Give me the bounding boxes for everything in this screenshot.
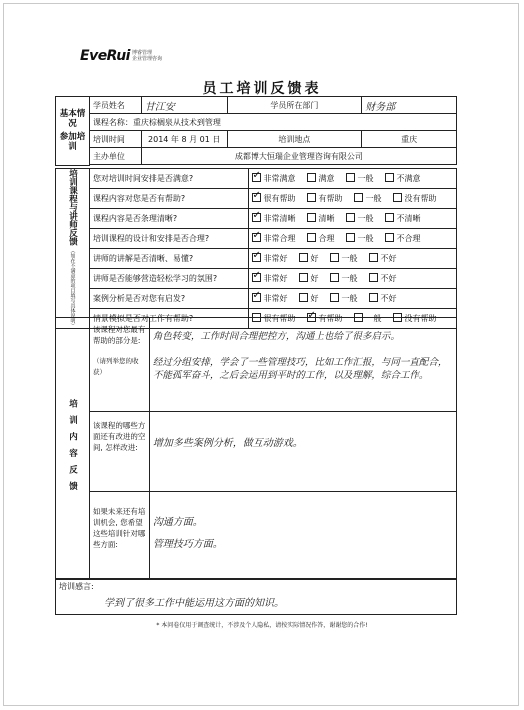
evaluation-options (249, 169, 457, 189)
q1-cell (89, 318, 149, 412)
rating-option-label: 一般 (341, 293, 358, 303)
evaluation-section-label (56, 169, 90, 329)
checkbox-icon[interactable] (346, 173, 355, 182)
rating-option[interactable] (299, 293, 318, 304)
rating-option-label: 非常合理 (263, 233, 296, 243)
rating-option-label: 没有帮助 (404, 193, 437, 203)
checkbox-icon[interactable] (307, 213, 316, 222)
company-logo: EveRui (80, 48, 130, 64)
checkbox-icon[interactable] (385, 233, 394, 242)
rating-option-label: 好 (310, 273, 319, 283)
feedback-table (55, 96, 457, 166)
checkbox-icon[interactable] (369, 293, 378, 302)
impression-label: 培训感言: (59, 582, 94, 591)
answer-2[interactable]: 增加多些案例分析，做互动游戏。 (149, 412, 456, 492)
evaluation-options (249, 268, 457, 288)
rating-option[interactable] (252, 173, 295, 184)
form-title: 员工培训反馈表 (202, 81, 322, 97)
time-label: 培训时间 (89, 131, 141, 148)
evaluation-section-note: （如在不满意的项目填写具体说明） (69, 247, 76, 328)
checked-checkbox-icon[interactable] (252, 233, 261, 242)
impression-value[interactable]: 学到了很多工作中能运用这方面的知识。 (104, 598, 284, 609)
checkbox-icon[interactable] (307, 173, 316, 182)
checkbox-icon[interactable] (299, 273, 308, 282)
rating-option[interactable] (346, 233, 373, 244)
logo-caption-line-2: 企业管理咨询 (132, 56, 163, 62)
company-logo-caption (132, 50, 162, 62)
rating-option-label: 一般 (341, 253, 358, 263)
evaluation-row (56, 288, 457, 308)
rating-option-label: 不合理 (396, 233, 421, 243)
asterisk-icon: * (156, 622, 160, 629)
rating-option[interactable] (385, 173, 420, 184)
rating-option[interactable] (385, 233, 420, 244)
content-feedback-text: 培训内容反馈 (67, 399, 78, 498)
name-value[interactable]: 甘江安 (141, 97, 227, 114)
checked-checkbox-icon[interactable] (252, 173, 261, 182)
evaluation-row (56, 169, 457, 189)
checked-checkbox-icon[interactable] (252, 213, 261, 222)
rating-option-label: 一般 (365, 313, 382, 323)
evaluation-options (249, 288, 457, 308)
rating-option-label: 不好 (380, 253, 397, 263)
rating-option-label: 非常好 (263, 293, 288, 303)
rating-option-label: 清晰 (318, 213, 335, 223)
rating-option[interactable] (330, 273, 357, 284)
rating-option-label: 非常好 (263, 253, 288, 263)
course-label: 课程名称： (92, 117, 133, 127)
rating-option-label: 不满意 (396, 173, 421, 183)
rating-option-label: 非常好 (263, 273, 288, 283)
q2-text: 该课程的哪些方面还有改进的空间, 怎样改进: (89, 412, 149, 492)
evaluation-question: 您对培训时间安排是否满意? (89, 169, 249, 189)
evaluation-question: 讲师的讲解是否清晰、易懂? (89, 248, 249, 268)
rating-option-label: 满意 (318, 173, 335, 183)
impression-table (55, 578, 457, 615)
rating-option[interactable] (252, 213, 295, 224)
evaluation-question: 情景模拟是否对工作有帮助? (89, 308, 249, 328)
rating-option-label: 非常满意 (263, 173, 296, 183)
q3-text: 如果未来还有培训机会, 您希望这些培训针对哪些方面: (89, 492, 149, 580)
checkbox-icon[interactable] (330, 253, 339, 262)
dept-value[interactable]: 财务部 (362, 97, 457, 114)
checkbox-icon[interactable] (369, 273, 378, 282)
evaluation-question: 案例分析是否对您有启发? (89, 288, 249, 308)
rating-option-label: 非常清晰 (263, 213, 296, 223)
checked-checkbox-icon[interactable] (252, 293, 261, 302)
rating-option[interactable] (346, 173, 373, 184)
rating-option-label: 很有帮助 (263, 193, 296, 203)
evaluation-row (56, 268, 457, 288)
course-value[interactable]: 重庆棕榈泉从技术到管理 (132, 117, 221, 127)
rating-option[interactable] (307, 193, 342, 204)
checkbox-icon[interactable] (346, 213, 355, 222)
dept-label: 学员所在部门 (227, 97, 362, 114)
checkbox-icon[interactable] (393, 193, 402, 202)
checkbox-icon[interactable] (299, 293, 308, 302)
rating-option[interactable] (346, 213, 373, 224)
rating-option[interactable] (330, 253, 357, 264)
basic-info-section-label (56, 97, 90, 166)
rating-option[interactable] (369, 273, 396, 284)
evaluation-question: 课程内容对您是否有帮助? (89, 188, 249, 208)
answer-3-line-1: 沟通方面。 (152, 517, 203, 528)
checked-checkbox-icon[interactable] (252, 253, 261, 262)
evaluation-question: 课程内容是否条理清晰? (89, 208, 249, 228)
content-feedback-table (55, 317, 457, 580)
evaluation-table (55, 168, 457, 329)
course-row (89, 114, 456, 131)
checkbox-icon[interactable] (369, 253, 378, 262)
checkbox-icon[interactable] (307, 233, 316, 242)
rating-option-label: 不清晰 (396, 213, 421, 223)
rating-option[interactable] (299, 253, 318, 264)
rating-option[interactable] (354, 193, 381, 204)
evaluation-options (249, 188, 457, 208)
host-label: 主办单位 (89, 148, 141, 165)
rating-option-label: 很有帮助 (263, 313, 296, 323)
evaluation-row (56, 228, 457, 248)
answer-1-line-1: 角色转变，工作时间合理把控方，沟通上也给了很多启示。 (152, 331, 400, 342)
rating-option[interactable] (307, 233, 334, 244)
rating-option-label: 不好 (380, 293, 397, 303)
rating-option[interactable] (307, 173, 334, 184)
basic-section-text: 基本情况 (59, 109, 86, 130)
checkbox-icon[interactable] (354, 193, 363, 202)
evaluation-options (249, 208, 457, 228)
location-label: 培训地点 (227, 131, 362, 148)
rating-option[interactable] (252, 233, 295, 244)
evaluation-row (56, 188, 457, 208)
rating-option-label: 好 (310, 293, 319, 303)
answer-3[interactable] (149, 492, 456, 580)
logo-caption-line-1: 博睿管理 (132, 50, 153, 56)
rating-option[interactable] (385, 213, 420, 224)
rating-option-label: 一般 (341, 273, 358, 283)
evaluation-row (56, 248, 457, 268)
footer-note (0, 620, 524, 629)
checkbox-icon[interactable] (307, 193, 316, 202)
answer-1[interactable] (149, 318, 456, 412)
evaluation-section-text: 培训课程与讲师反馈 (67, 169, 78, 246)
checked-checkbox-icon[interactable] (252, 193, 261, 202)
evaluation-options (249, 228, 457, 248)
rating-option[interactable] (252, 193, 295, 204)
rating-option-label: 有帮助 (318, 193, 343, 203)
footer-text: 本问卷仅用于调查统计，不涉及个人隐私，请按实际情况作答，谢谢您的合作! (161, 622, 368, 629)
participate-text: 参加培训 (59, 132, 86, 153)
rating-option-label: 好 (310, 253, 319, 263)
rating-option[interactable] (393, 193, 436, 204)
time-value[interactable]: 2014 年 8 月 01 日 (141, 131, 227, 148)
impression-cell (56, 579, 457, 615)
rating-option-label: 一般 (357, 213, 374, 223)
rating-option-label: 一般 (365, 193, 382, 203)
checkbox-icon[interactable] (385, 173, 394, 182)
rating-option-label: 不好 (380, 273, 397, 283)
rating-option[interactable] (252, 273, 287, 284)
rating-option[interactable] (252, 253, 287, 264)
q1-text: 该课程对您最有帮助的部分是: (92, 325, 146, 345)
rating-option[interactable] (330, 293, 357, 304)
rating-option[interactable] (299, 273, 318, 284)
answer-1-line-2: 经过分组安排，学会了一些管理技巧，比如工作汇报，与同一直配合，不能孤军奋斗，之后会运用到平时的工作，以及理解，综合工作。 (152, 357, 448, 381)
rating-option[interactable] (369, 293, 396, 304)
rating-option-label: 合理 (318, 233, 335, 243)
q1-note: （请列举您的收获） (92, 357, 139, 376)
answer-3-line-2: 管理技巧方面。 (152, 539, 223, 550)
content-feedback-section-label (56, 318, 90, 580)
rating-option-label: 有帮助 (318, 313, 343, 323)
host-value: 成都博大恒瑞企业管理咨询有限公司 (141, 148, 456, 165)
evaluation-question: 讲师是否能够营造轻松学习的氛围? (89, 268, 249, 288)
rating-option[interactable] (307, 213, 334, 224)
evaluation-row (56, 208, 457, 228)
rating-option[interactable] (252, 293, 287, 304)
rating-option[interactable] (369, 253, 396, 264)
checkbox-icon[interactable] (299, 253, 308, 262)
evaluation-options (249, 248, 457, 268)
evaluation-question: 培训课程的设计和安排是否合理? (89, 228, 249, 248)
name-label: 学员姓名 (89, 97, 141, 114)
rating-option-label: 一般 (357, 173, 374, 183)
rating-option-label: 没有帮助 (404, 313, 437, 323)
rating-option-label: 一般 (357, 233, 374, 243)
checked-checkbox-icon[interactable] (252, 273, 261, 282)
checkbox-icon[interactable] (385, 213, 394, 222)
checkbox-icon[interactable] (330, 273, 339, 282)
checkbox-icon[interactable] (346, 233, 355, 242)
checkbox-icon[interactable] (330, 293, 339, 302)
location-value[interactable]: 重庆 (362, 131, 457, 148)
